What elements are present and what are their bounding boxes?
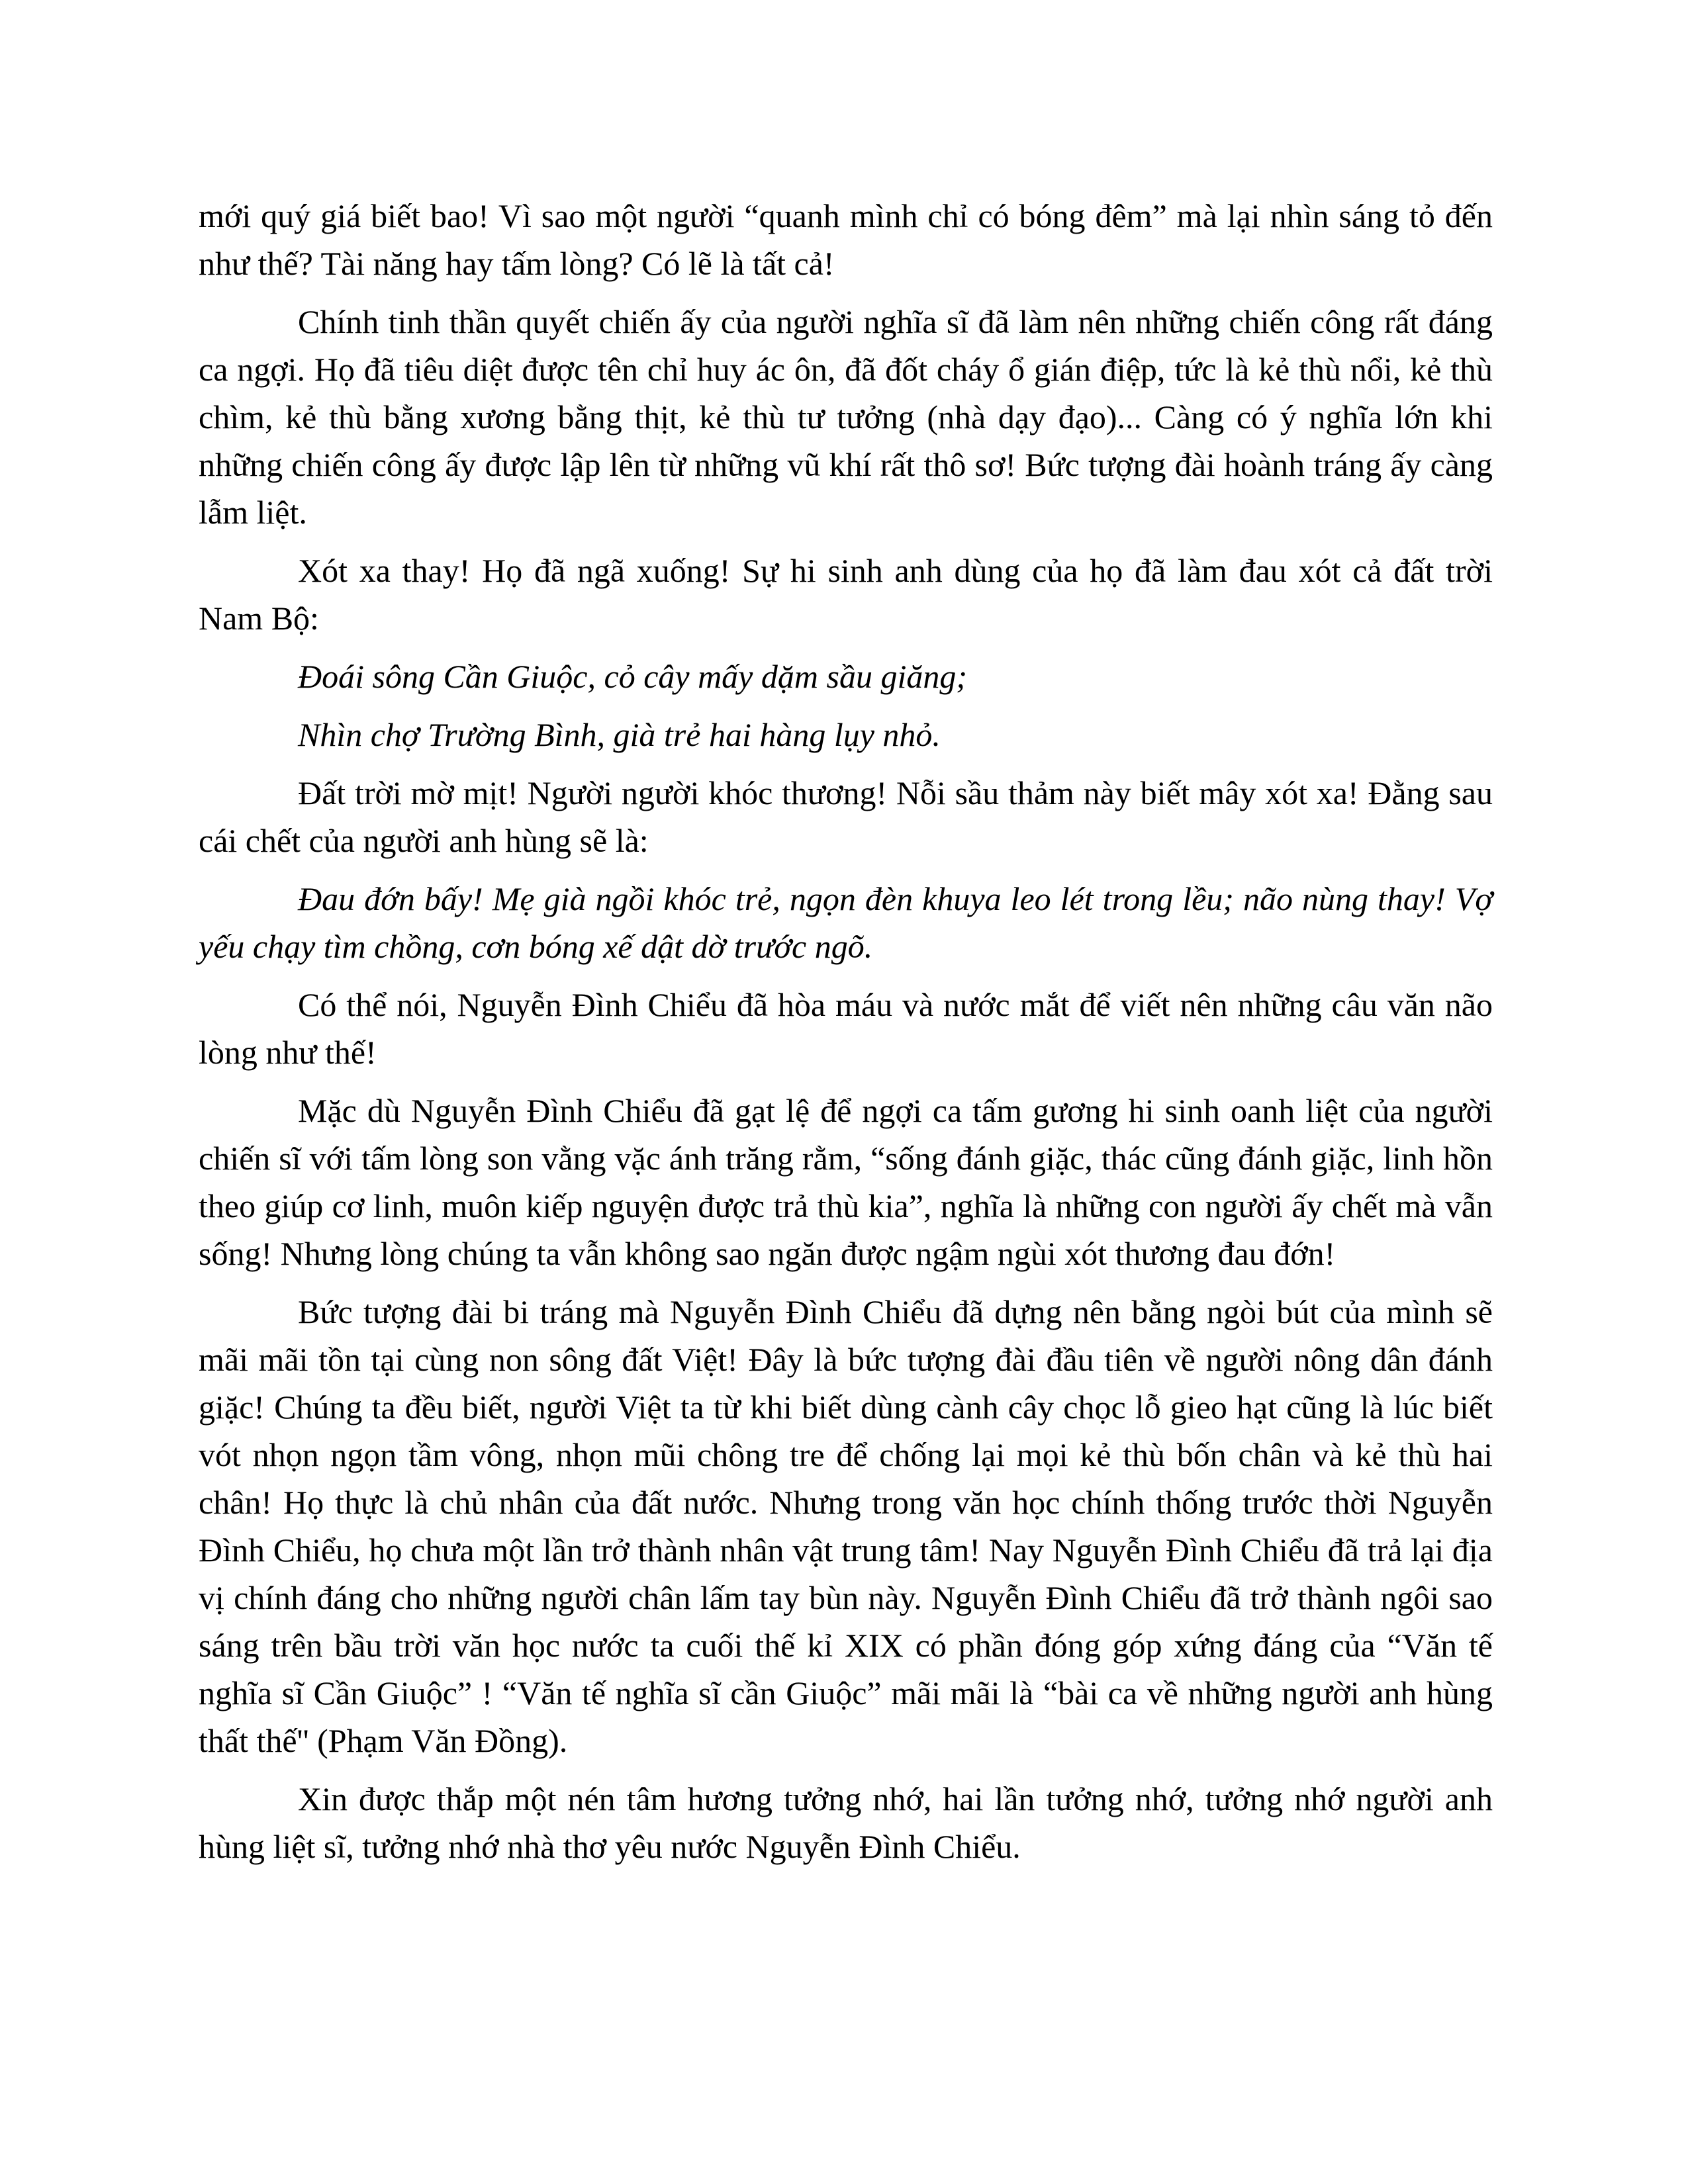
- italic-quote: Đau đớn bấy! Mẹ già ngồi khóc trẻ, ngọn đèn khuya leo lét trong lều; não nùng thay! Vợ yếu chạy tìm chồng, cơn bóng xế dật dờ trước ngõ.: [199, 880, 1493, 965]
- verse-quote: [199, 653, 1493, 758]
- paragraph-6: Mặc dù Nguyễn Đình Chiểu đã gạt lệ để ngợi ca tấm gương hi sinh oanh liệt của người chiến sĩ với tấm lòng son vằng vặc ánh trăng rằm, “sống đánh giặc, thác cũng đánh giặc, linh hồn theo giúp cơ linh, muôn kiếp nguyện được trả thù kia”, nghĩa là những con người ấy chết mà vẫn sống! Nhưng lòng chúng ta vẫn không sao ngăn được ngậm ngùi xót thương đau đớn!: [199, 1092, 1493, 1272]
- verse-line-1: Đoái sông Cần Giuộc, cỏ cây mấy dặm sầu giăng;: [298, 658, 967, 695]
- paragraph-3: Xót xa thay! Họ đã ngã xuống! Sự hi sinh anh dùng của họ đã làm đau xót cả đất trời Nam Bộ:: [199, 552, 1493, 637]
- paragraph-1: mới quý giá biết bao! Vì sao một người “quanh mình chỉ có bóng đêm” mà lại nhìn sáng tỏ đến như thế? Tài năng hay tấm lòng? Có lẽ là tất cả!: [199, 197, 1493, 282]
- document-page: [199, 192, 1493, 1881]
- paragraph-5: Có thể nói, Nguyễn Đình Chiểu đã hòa máu và nước mắt để viết nên những câu văn não lòng như thế!: [199, 986, 1493, 1071]
- paragraph-7: Bức tượng đài bi tráng mà Nguyễn Đình Chiểu đã dựng nên bằng ngòi bút của mình sẽ mãi mãi tồn tại cùng non sông đất Việt! Đây là bức tượng đài đầu tiên về người nông dân đánh giặc! Chúng ta đều biết, người Việt ta từ khi biết dùng cành cây chọc lỗ gieo hạt cũng là lúc biết vót nhọn ngọn tầm vông, nhọn mũi chông tre để chống lại mọi kẻ thù bốn chân và kẻ thù hai chân! Họ thực là chủ nhân của đất nước. Nhưng trong văn học chính thống trước thời Nguyễn Đình Chiểu, họ chưa một lần trở thành nhân vật trung tâm! Nay Nguyễn Đình Chiểu đã trả lại địa vị chính đáng cho những người chân lấm tay bùn này. Nguyễn Đình Chiểu đã trở thành ngôi sao sáng trên bầu trời văn học nước ta cuối thế kỉ XIX có phần đóng góp xứng đáng của “Văn tế nghĩa sĩ Cần Giuộc” ! “Văn tế nghĩa sĩ cần Giuộc” mãi mãi là “bài ca về những người anh hùng thất thế'' (Phạm Văn Đồng).: [199, 1293, 1493, 1759]
- verse-line-2: Nhìn chợ Trường Bình, già trẻ hai hàng lụy nhỏ.: [298, 716, 941, 753]
- paragraph-4: Đất trời mờ mịt! Người người khóc thương! Nỗi sầu thảm này biết mây xót xa! Đằng sau cái chết của người anh hùng sẽ là:: [199, 774, 1493, 859]
- paragraph-2: Chính tinh thần quyết chiến ấy của người nghĩa sĩ đã làm nên những chiến công rất đáng ca ngợi. Họ đã tiêu diệt được tên chỉ huy ác ôn, đã đốt cháy ổ gián điệp, tức là kẻ thù nổi, kẻ thù chìm, kẻ thù bằng xương bằng thịt, kẻ thù tư tưởng (nhà dạy đạo)... Càng có ý nghĩa lớn khi những chiến công ấy được lập lên từ những vũ khí rất thô sơ! Bức tượng đài hoành tráng ấy càng lẫm liệt.: [199, 303, 1493, 531]
- paragraph-8: Xin được thắp một nén tâm hương tưởng nhớ, hai lần tưởng nhớ, tưởng nhớ người anh hùng liệt sĩ, tưởng nhớ nhà thơ yêu nước Nguyễn Đình Chiểu.: [199, 1780, 1493, 1865]
